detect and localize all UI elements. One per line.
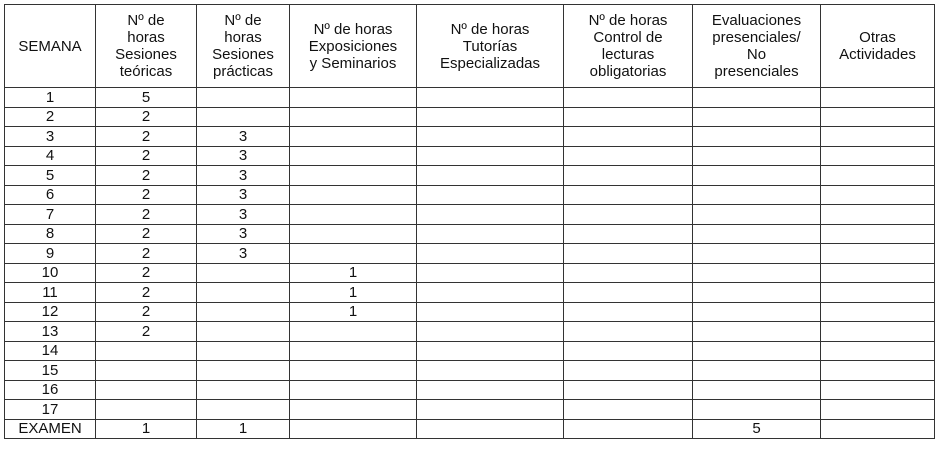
reading-control-hours-cell — [564, 107, 693, 127]
tutoring-hours-cell — [417, 263, 564, 283]
seminar-hours-cell: 1 — [290, 263, 417, 283]
practice-hours-cell: 3 — [197, 185, 290, 205]
theory-hours-cell: 2 — [96, 107, 197, 127]
evaluation-cell — [693, 127, 821, 147]
seminar-hours-cell — [290, 380, 417, 400]
reading-control-hours-cell — [564, 302, 693, 322]
reading-control-hours-cell — [564, 185, 693, 205]
week-cell: 1 — [5, 88, 96, 108]
tutoring-hours-cell — [417, 341, 564, 361]
header-line: Otras — [859, 29, 896, 46]
header-sesiones-teoricas — [96, 5, 197, 88]
evaluation-cell — [693, 205, 821, 225]
reading-control-hours-cell — [564, 283, 693, 303]
other-activities-cell — [821, 127, 935, 147]
other-activities-cell — [821, 146, 935, 166]
header-line: teóricas — [119, 63, 173, 80]
tutoring-hours-cell — [417, 205, 564, 225]
tutoring-hours-cell — [417, 185, 564, 205]
week-cell: 15 — [5, 361, 96, 381]
seminar-hours-cell — [290, 361, 417, 381]
theory-hours-cell: 5 — [96, 88, 197, 108]
table-row — [5, 341, 935, 361]
other-activities-cell — [821, 107, 935, 127]
tutoring-hours-cell — [417, 244, 564, 264]
evaluation-cell — [693, 244, 821, 264]
evaluation-cell — [693, 400, 821, 420]
header-line: Tutorías — [462, 37, 518, 55]
reading-control-hours-cell — [564, 361, 693, 381]
seminar-hours-cell — [290, 205, 417, 225]
evaluation-cell — [693, 380, 821, 400]
header-line: Nº de horas — [313, 20, 393, 38]
table-row — [5, 166, 935, 186]
header-line: Sesiones — [115, 46, 177, 63]
week-cell: 3 — [5, 127, 96, 147]
practice-hours-cell: 3 — [197, 146, 290, 166]
week-cell: 2 — [5, 107, 96, 127]
evaluation-cell — [693, 224, 821, 244]
week-cell: EXAMEN — [5, 419, 96, 439]
seminar-hours-cell — [290, 322, 417, 342]
week-cell: 17 — [5, 400, 96, 420]
seminar-hours-cell — [290, 146, 417, 166]
evaluation-cell — [693, 146, 821, 166]
theory-hours-cell: 2 — [96, 146, 197, 166]
reading-control-hours-cell — [564, 205, 693, 225]
theory-hours-cell: 2 — [96, 244, 197, 264]
other-activities-cell — [821, 341, 935, 361]
seminar-hours-cell — [290, 224, 417, 244]
seminar-hours-cell — [290, 244, 417, 264]
header-line: Nº de horas — [588, 12, 668, 29]
tutoring-hours-cell — [417, 302, 564, 322]
week-cell: 8 — [5, 224, 96, 244]
other-activities-cell — [821, 283, 935, 303]
table-row — [5, 185, 935, 205]
header-line: Control de — [593, 29, 663, 46]
header-line: presenciales — [714, 63, 799, 80]
other-activities-cell — [821, 419, 935, 439]
tutoring-hours-cell — [417, 107, 564, 127]
tutoring-hours-cell — [417, 419, 564, 439]
table-row — [5, 283, 935, 303]
header-line: Nº de — [224, 12, 262, 29]
header-line: horas — [127, 29, 165, 46]
seminar-hours-cell: 1 — [290, 302, 417, 322]
theory-hours-cell — [96, 361, 197, 381]
other-activities-cell — [821, 400, 935, 420]
header-line: horas — [224, 29, 262, 46]
header-control-lecturas — [564, 5, 693, 88]
evaluation-cell — [693, 302, 821, 322]
table-header-row — [5, 5, 935, 88]
tutoring-hours-cell — [417, 400, 564, 420]
tutoring-hours-cell — [417, 224, 564, 244]
header-line: prácticas — [212, 63, 274, 80]
header-line: No — [746, 46, 767, 63]
other-activities-cell — [821, 263, 935, 283]
theory-hours-cell: 2 — [96, 205, 197, 225]
table-row — [5, 302, 935, 322]
seminar-hours-cell — [290, 185, 417, 205]
table-row — [5, 127, 935, 147]
evaluation-cell — [693, 166, 821, 186]
tutoring-hours-cell — [417, 166, 564, 186]
evaluation-cell — [693, 263, 821, 283]
theory-hours-cell: 2 — [96, 127, 197, 147]
evaluation-cell — [693, 88, 821, 108]
table-row — [5, 205, 935, 225]
week-cell: 13 — [5, 322, 96, 342]
theory-hours-cell — [96, 380, 197, 400]
other-activities-cell — [821, 224, 935, 244]
evaluation-cell: 5 — [693, 419, 821, 439]
other-activities-cell — [821, 380, 935, 400]
table-row — [5, 224, 935, 244]
other-activities-cell — [821, 88, 935, 108]
table-row — [5, 146, 935, 166]
practice-hours-cell — [197, 88, 290, 108]
table-row — [5, 322, 935, 342]
reading-control-hours-cell — [564, 341, 693, 361]
week-cell: 6 — [5, 185, 96, 205]
reading-control-hours-cell — [564, 166, 693, 186]
table-row — [5, 244, 935, 264]
week-cell: 12 — [5, 302, 96, 322]
header-line: SEMANA — [18, 37, 82, 55]
tutoring-hours-cell — [417, 88, 564, 108]
seminar-hours-cell — [290, 419, 417, 439]
theory-hours-cell: 2 — [96, 302, 197, 322]
evaluation-cell — [693, 185, 821, 205]
header-otras-actividades — [821, 5, 935, 88]
other-activities-cell — [821, 361, 935, 381]
table-row — [5, 88, 935, 108]
theory-hours-cell: 2 — [96, 283, 197, 303]
practice-hours-cell: 3 — [197, 166, 290, 186]
header-exposiciones-seminarios — [290, 5, 417, 88]
theory-hours-cell: 2 — [96, 322, 197, 342]
table-body — [5, 88, 935, 439]
practice-hours-cell — [197, 107, 290, 127]
reading-control-hours-cell — [564, 380, 693, 400]
header-line: Actividades — [839, 46, 916, 63]
other-activities-cell — [821, 205, 935, 225]
week-cell: 7 — [5, 205, 96, 225]
header-line: obligatorias — [589, 63, 667, 80]
reading-control-hours-cell — [564, 263, 693, 283]
reading-control-hours-cell — [564, 224, 693, 244]
theory-hours-cell: 2 — [96, 263, 197, 283]
seminar-hours-cell: 1 — [290, 283, 417, 303]
week-cell: 14 — [5, 341, 96, 361]
practice-hours-cell — [197, 302, 290, 322]
reading-control-hours-cell — [564, 244, 693, 264]
table-row — [5, 361, 935, 381]
practice-hours-cell — [197, 380, 290, 400]
header-evaluaciones — [693, 5, 821, 88]
header-tutorias-especializadas — [417, 5, 564, 88]
practice-hours-cell — [197, 322, 290, 342]
week-cell: 4 — [5, 146, 96, 166]
table-row — [5, 400, 935, 420]
weekly-hours-table — [4, 4, 935, 439]
practice-hours-cell — [197, 361, 290, 381]
table-row — [5, 419, 935, 439]
theory-hours-cell: 2 — [96, 185, 197, 205]
header-line: Evaluaciones — [711, 12, 802, 29]
theory-hours-cell — [96, 400, 197, 420]
reading-control-hours-cell — [564, 322, 693, 342]
tutoring-hours-cell — [417, 322, 564, 342]
header-line: Exposiciones — [308, 37, 398, 55]
header-line: Especializadas — [439, 54, 541, 72]
seminar-hours-cell — [290, 127, 417, 147]
evaluation-cell — [693, 322, 821, 342]
practice-hours-cell — [197, 341, 290, 361]
evaluation-cell — [693, 341, 821, 361]
tutoring-hours-cell — [417, 380, 564, 400]
week-cell: 10 — [5, 263, 96, 283]
seminar-hours-cell — [290, 166, 417, 186]
header-semana — [5, 5, 96, 88]
week-cell: 5 — [5, 166, 96, 186]
header-sesiones-practicas — [197, 5, 290, 88]
practice-hours-cell — [197, 400, 290, 420]
other-activities-cell — [821, 322, 935, 342]
practice-hours-cell: 3 — [197, 224, 290, 244]
tutoring-hours-cell — [417, 146, 564, 166]
reading-control-hours-cell — [564, 127, 693, 147]
week-cell: 11 — [5, 283, 96, 303]
seminar-hours-cell — [290, 107, 417, 127]
reading-control-hours-cell — [564, 400, 693, 420]
table-row — [5, 380, 935, 400]
header-line: y Seminarios — [309, 54, 397, 72]
evaluation-cell — [693, 283, 821, 303]
theory-hours-cell — [96, 341, 197, 361]
header-line: Nº de horas — [450, 20, 530, 38]
tutoring-hours-cell — [417, 283, 564, 303]
practice-hours-cell: 3 — [197, 205, 290, 225]
seminar-hours-cell — [290, 88, 417, 108]
seminar-hours-cell — [290, 400, 417, 420]
tutoring-hours-cell — [417, 361, 564, 381]
theory-hours-cell: 1 — [96, 419, 197, 439]
table-row — [5, 107, 935, 127]
tutoring-hours-cell — [417, 127, 564, 147]
theory-hours-cell: 2 — [96, 224, 197, 244]
practice-hours-cell — [197, 263, 290, 283]
theory-hours-cell: 2 — [96, 166, 197, 186]
other-activities-cell — [821, 185, 935, 205]
evaluation-cell — [693, 361, 821, 381]
reading-control-hours-cell — [564, 419, 693, 439]
header-line: lecturas — [601, 46, 655, 63]
table-row — [5, 263, 935, 283]
header-line: presenciales/ — [712, 29, 801, 46]
header-line: Nº de — [127, 12, 165, 29]
reading-control-hours-cell — [564, 146, 693, 166]
evaluation-cell — [693, 107, 821, 127]
seminar-hours-cell — [290, 341, 417, 361]
header-line: Sesiones — [212, 46, 274, 63]
reading-control-hours-cell — [564, 88, 693, 108]
practice-hours-cell: 3 — [197, 244, 290, 264]
practice-hours-cell: 3 — [197, 127, 290, 147]
other-activities-cell — [821, 302, 935, 322]
practice-hours-cell — [197, 283, 290, 303]
other-activities-cell — [821, 244, 935, 264]
week-cell: 16 — [5, 380, 96, 400]
practice-hours-cell: 1 — [197, 419, 290, 439]
week-cell: 9 — [5, 244, 96, 264]
other-activities-cell — [821, 166, 935, 186]
